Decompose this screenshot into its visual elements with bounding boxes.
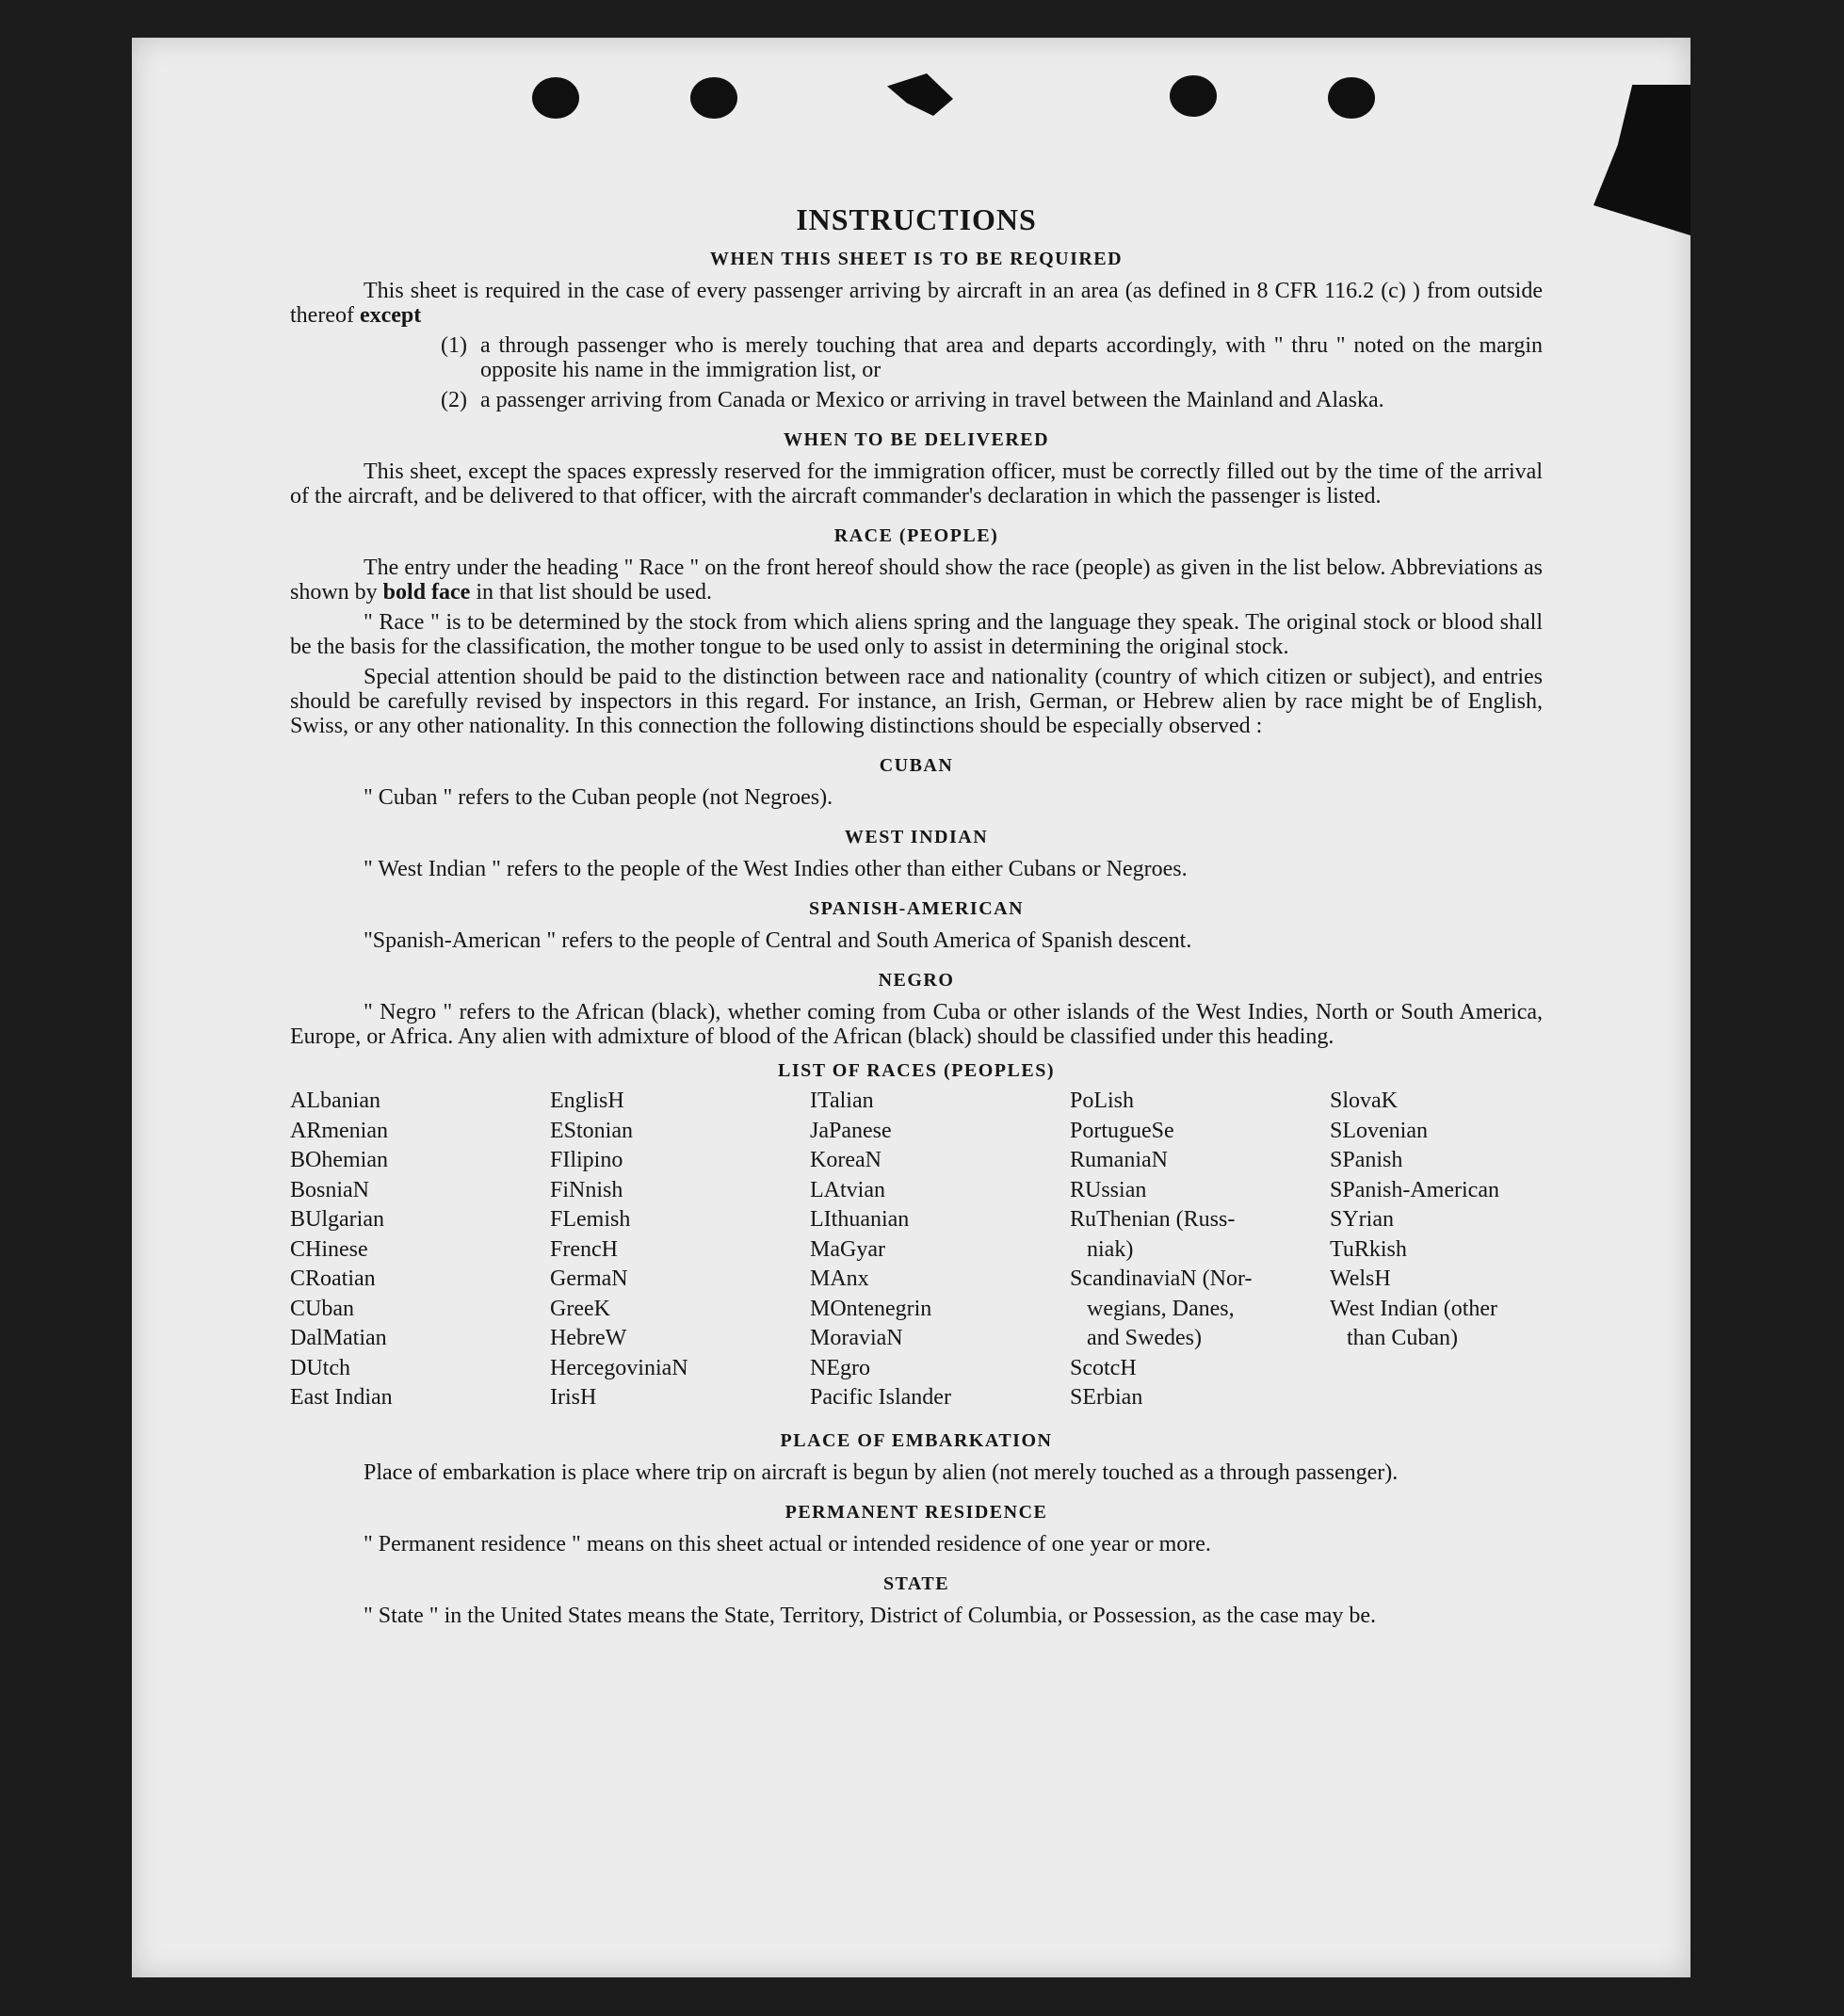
- race-entry: TuRkish: [1330, 1236, 1407, 1262]
- race-entry: SPanish: [1330, 1148, 1403, 1172]
- race-entry: MoraviaN: [810, 1326, 903, 1350]
- race-column: [810, 1087, 1070, 1413]
- race-entry: GermaN: [550, 1266, 628, 1291]
- race-entry: wegians, Danes,: [1087, 1296, 1235, 1321]
- list-item: [441, 388, 1543, 412]
- race-entry: niak): [1087, 1236, 1134, 1262]
- paragraph: This sheet is required in the case of every passenger arriving by aircraft in an area (as defined in 8 CFR 116.2 (c) ) from outside thereof except: [290, 279, 1543, 328]
- race-entry: ScotcH: [1070, 1355, 1137, 1380]
- race-entry: PortugueSe: [1070, 1118, 1174, 1143]
- race-entry: LIthuanian: [810, 1207, 910, 1232]
- race-entry: than Cuban): [1347, 1326, 1458, 1350]
- torn-corner: [1593, 85, 1690, 235]
- paragraph: " Race " is to be determined by the stock from which aliens spring and the language they speak. The original stock or blood shall be the basis for the classification, the mother tongue to be used only to assist in determining the original stock.: [290, 610, 1543, 659]
- paragraph: Place of embarkation is place where trip on aircraft is begun by alien (not merely touched as a through passenger).: [364, 1460, 1399, 1485]
- instructions-content: [290, 198, 1543, 1628]
- section-heading: LIST OF RACES (PEOPLES): [777, 1060, 1055, 1081]
- section-heading: PLACE OF EMBARKATION: [780, 1429, 1053, 1451]
- race-entry: SPanish-American: [1330, 1177, 1499, 1202]
- paragraph: "Spanish-American " refers to the people of Central and South America of Spanish descent.: [364, 928, 1192, 953]
- item-text: a passenger arriving from Canada or Mexico or arriving in travel between the Mainland and Alaska.: [480, 388, 1384, 412]
- section-heading: WHEN THIS SHEET IS TO BE REQUIRED: [709, 249, 1124, 269]
- race-entry: CRoatian: [290, 1266, 376, 1291]
- item-number: (2): [441, 388, 467, 412]
- race-entry: DUtch: [290, 1355, 350, 1380]
- race-entry: LAtvian: [810, 1177, 885, 1202]
- paragraph: " Negro " refers to the African (black), whether coming from Cuba or other islands of the West Indies, North or South America, Europe, or Africa. Any alien with admixture of blood of the African (black) should be classified under this heading.: [290, 1000, 1543, 1049]
- section-heading: NEGRO: [878, 970, 955, 991]
- paragraph: " Cuban " refers to the Cuban people (not Negroes).: [364, 785, 833, 810]
- race-entry: FLemish: [550, 1207, 631, 1232]
- race-entry: SLovenian: [1330, 1118, 1428, 1143]
- race-entry: NEgro: [810, 1355, 870, 1380]
- paragraph: Special attention should be paid to the distinction between race and nationality (country of which citizen or subject), and entries should be carefully revised by inspectors in this regard. For instance, an Irish, German, or Hebrew alien by race might be of English, Swiss, or any other nationality. In this connection the following distinctions should be especially observed :: [290, 665, 1543, 738]
- race-entry: East Indian: [290, 1385, 393, 1410]
- race-entry: KoreaN: [810, 1148, 882, 1172]
- paragraph: " Permanent residence " means on this sheet actual or intended residence of one year or more.: [364, 1531, 1211, 1556]
- race-entry: CUban: [290, 1296, 354, 1321]
- paragraph: The entry under the heading " Race " on the front hereof should show the race (people) as given in the list below. Abbreviations as shown by bold face in that list should be used.: [290, 556, 1543, 605]
- item-number: (1): [441, 333, 467, 358]
- punch-hole: [532, 77, 579, 119]
- race-entry: FiNnish: [550, 1177, 623, 1202]
- race-entry: RumaniaN: [1070, 1148, 1168, 1172]
- race-entry: SErbian: [1070, 1385, 1143, 1410]
- paragraph: This sheet, except the spaces expressly reserved for the immigration officer, must be correctly filled out by the time of the arrival of the aircraft, and be delivered to that officer, with the aircraft commander's declaration in which the passenger is listed.: [290, 460, 1543, 508]
- race-entry: HercegoviniaN: [550, 1355, 688, 1380]
- race-entry: CHinese: [290, 1236, 368, 1262]
- race-entry: MaGyar: [810, 1236, 885, 1262]
- paragraph: " State " in the United States means the State, Territory, District of Columbia, or Possession, as the case may be.: [364, 1603, 1377, 1628]
- section-heading: WHEN TO BE DELIVERED: [783, 429, 1050, 450]
- race-entry: Pacific Islander: [810, 1385, 951, 1410]
- race-entry: ALbanian: [290, 1089, 380, 1113]
- punch-hole: [1170, 75, 1217, 117]
- race-list: [290, 1087, 1543, 1413]
- race-entry: SYrian: [1330, 1207, 1394, 1232]
- race-column: [1070, 1087, 1330, 1413]
- race-entry: JaPanese: [810, 1118, 892, 1143]
- race-column: [290, 1087, 550, 1413]
- punch-hole: [1328, 77, 1375, 119]
- race-entry: MOntenegrin: [810, 1296, 932, 1321]
- race-entry: PoLish: [1070, 1089, 1135, 1113]
- race-entry: West Indian (other: [1330, 1296, 1498, 1321]
- race-entry: DalMatian: [290, 1326, 387, 1350]
- list-item: [441, 333, 1543, 382]
- race-entry: FrencH: [550, 1236, 618, 1262]
- race-entry: MAnx: [810, 1266, 869, 1291]
- section-heading: SPANISH-AMERICAN: [808, 898, 1025, 919]
- section-heading: WEST INDIAN: [844, 827, 989, 847]
- race-entry: GreeK: [550, 1296, 610, 1321]
- race-entry: EnglisH: [550, 1089, 624, 1113]
- race-entry: ScandinaviaN (Nor-: [1070, 1266, 1253, 1291]
- race-entry: BOhemian: [290, 1148, 388, 1172]
- section-heading: STATE: [882, 1572, 950, 1594]
- section-heading: RACE (PEOPLE): [833, 525, 999, 546]
- race-entry: RuThenian (Russ-: [1070, 1207, 1236, 1232]
- race-entry: ITalian: [810, 1089, 874, 1113]
- document-sheet: [132, 38, 1690, 1977]
- race-entry: IrisH: [550, 1385, 597, 1410]
- punch-hole: [690, 77, 737, 119]
- torn-mark: [887, 73, 953, 116]
- item-text: a through passenger who is merely touching that area and departs accordingly, with " thru " noted on the margin opposite his name in the immigration list, or: [480, 333, 1543, 382]
- section-heading: PERMANENT RESIDENCE: [785, 1501, 1048, 1523]
- section-heading: CUBAN: [879, 755, 954, 776]
- race-entry: SlovaK: [1330, 1089, 1398, 1113]
- race-column: [1330, 1087, 1590, 1413]
- paragraph: " West Indian " refers to the people of the West Indies other than either Cubans or Negroes.: [364, 857, 1188, 881]
- race-entry: WelsH: [1330, 1266, 1391, 1291]
- race-entry: EStonian: [550, 1118, 633, 1143]
- race-column: [550, 1087, 810, 1413]
- race-entry: and Swedes): [1087, 1326, 1202, 1350]
- race-entry: HebreW: [550, 1326, 627, 1350]
- race-entry: RUssian: [1070, 1177, 1147, 1202]
- race-entry: BosniaN: [290, 1177, 369, 1202]
- race-entry: BUlgarian: [290, 1207, 384, 1232]
- race-entry: FIlipino: [550, 1148, 623, 1172]
- race-entry: ARmenian: [290, 1118, 388, 1143]
- page-title: INSTRUCTIONS: [796, 202, 1037, 236]
